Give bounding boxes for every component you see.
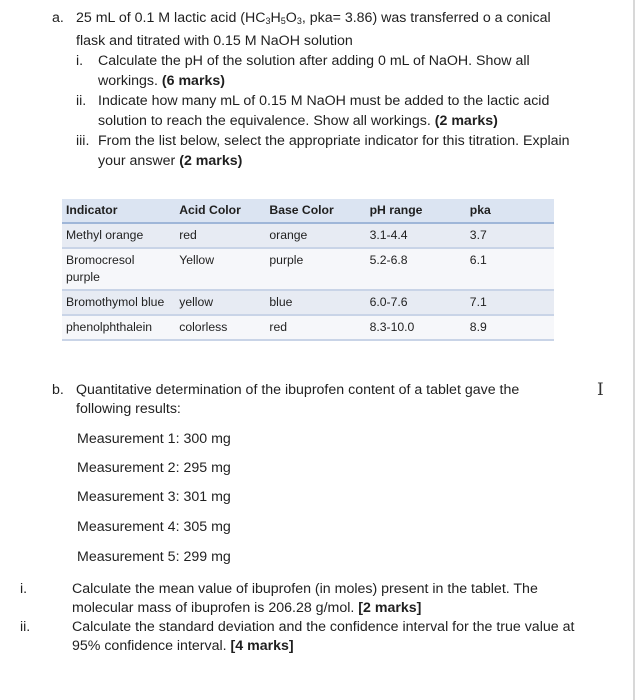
table-row xyxy=(62,248,554,290)
question-b-intro: Quantitative determination of the ibuprofen content of a tablet gave the following results: xyxy=(76,382,520,417)
table-cell: orange xyxy=(265,223,365,248)
question-a-intro: 25 mL of 0.1 M lactic acid ($HC_3H_5O_3$, pka= 3.86) was transferred o a conical flask and titrated with 0.15 M NaOH solution xyxy=(76,10,551,49)
table-header-row xyxy=(62,199,554,223)
table-header: Base Color xyxy=(265,199,365,223)
table-cell: Methyl orange xyxy=(62,223,175,248)
table-cell: 6.1 xyxy=(466,248,554,290)
table-cell: Yellow xyxy=(175,248,265,290)
table-row xyxy=(62,290,554,315)
question-b-label: b. xyxy=(52,382,64,398)
table-cell: Bromocresol purple xyxy=(62,248,175,290)
question-b xyxy=(52,381,572,419)
question-b-item: ii. Calculate the standard deviation and the confidence interval for the true value at 95% confidence interval. [4 marks] xyxy=(20,619,575,654)
table-cell: Bromothymol blue xyxy=(62,290,175,315)
measurement-item: Measurement 1: 300 mg xyxy=(77,431,231,447)
table-cell: purple xyxy=(265,248,365,290)
question-a-item: iii. From the list below, select the appropriate indicator for this titration. Explain your answer (2 marks) xyxy=(76,133,570,169)
question-a-label: a. xyxy=(52,10,64,26)
table-row xyxy=(62,315,554,340)
table-cell: blue xyxy=(265,290,365,315)
table-cell: 8.9 xyxy=(466,315,554,340)
table-cell: 7.1 xyxy=(466,290,554,315)
table-cell: 8.3-10.0 xyxy=(366,315,466,340)
question-b-subquestions xyxy=(20,580,590,656)
question-a-item: ii. Indicate how many mL of 0.15 M NaOH must be added to the lactic acid solution to reach the equivalence. Show all workings. (2 marks) xyxy=(76,93,550,129)
measurement-item: Measurement 3: 301 mg xyxy=(77,489,231,505)
table-cell: red xyxy=(265,315,365,340)
question-a-item: i. Calculate the pH of the solution after adding 0 mL of NaOH. Show all workings. (6 marks) xyxy=(76,53,530,89)
table-cell: 3.7 xyxy=(466,223,554,248)
table-cell: 6.0-7.6 xyxy=(366,290,466,315)
measurement-item: Measurement 4: 305 mg xyxy=(77,519,231,535)
table-cell: 5.2-6.8 xyxy=(366,248,466,290)
table-header: Acid Color xyxy=(175,199,265,223)
text-cursor-icon: I xyxy=(597,380,604,400)
table-header: pH range xyxy=(366,199,466,223)
question-a xyxy=(52,8,572,171)
indicator-table xyxy=(62,199,554,341)
table-cell: red xyxy=(175,223,265,248)
table-header: Indicator xyxy=(62,199,175,223)
measurement-item: Measurement 2: 295 mg xyxy=(77,460,231,476)
table-cell: colorless xyxy=(175,315,265,340)
question-b-item: i. Calculate the mean value of ibuprofen (in moles) present in the tablet. The molecular mass of ibuprofen is 206.28 g/mol. [2 marks] xyxy=(20,581,538,616)
table-cell: yellow xyxy=(175,290,265,315)
table-cell: 3.1-4.4 xyxy=(366,223,466,248)
table-cell: phenolphthalein xyxy=(62,315,175,340)
table-header: pka xyxy=(466,199,554,223)
measurement-item: Measurement 5: 299 mg xyxy=(77,549,231,565)
table-row xyxy=(62,223,554,248)
